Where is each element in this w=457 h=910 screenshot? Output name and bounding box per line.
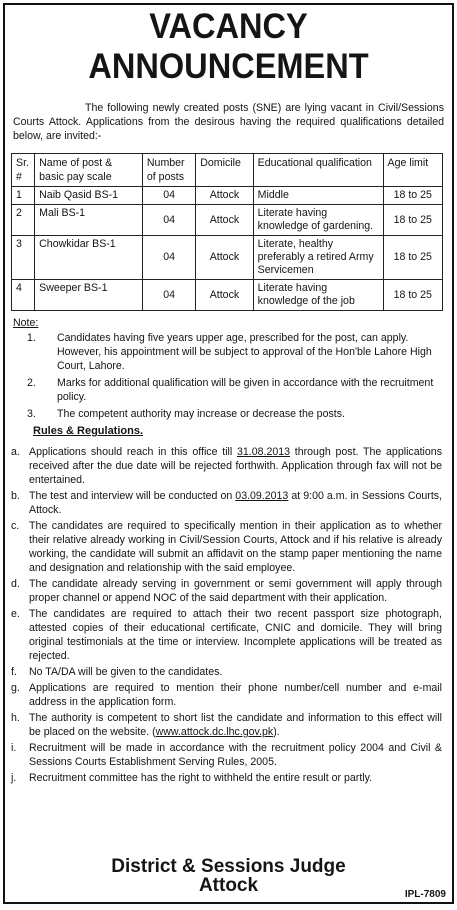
note-number: 1. [27, 332, 36, 344]
rules-list [5, 445, 452, 785]
cell-number: 04 [142, 280, 195, 311]
cell-education: Middle [253, 187, 383, 205]
rule-letter: a. [11, 446, 20, 458]
cell-education: Literate, healthy preferably a retired Army Servicemen [253, 236, 383, 280]
page-title: VACANCY ANNOUNCEMENT [88, 7, 369, 86]
table-header-row [12, 154, 443, 187]
rule-text: The authority is competent to short list the candidate and information to this effect will be placed on the website. ( [29, 712, 442, 738]
header-age: Age limit [383, 154, 442, 187]
cell-age: 18 to 25 [383, 280, 442, 311]
rule-text: through post. The applications received after the due date will be rejected forthwith. Application through fax will not be entertained. [29, 446, 442, 486]
cell-name: Mali BS-1 [35, 205, 143, 236]
header-number: Number of posts [142, 154, 195, 187]
rule-text: The candidate already serving in government or semi government will apply through proper channel or append NOC of the said department with their application. [29, 578, 442, 604]
rule-letter: e. [11, 608, 20, 620]
intro-paragraph: The following newly created posts (SNE) are lying vacant in Civil/Sessions Courts Attock. Applications from the desirous having the required qualifications detailed below, are invited:- [13, 102, 444, 142]
cell-sr: 2 [12, 205, 35, 236]
rule-text: The test and interview will be conducted on [29, 490, 236, 502]
notes-list [5, 331, 452, 421]
rule-text: Applications should reach in this office till [29, 446, 238, 458]
vacancy-table [11, 153, 443, 311]
cell-age: 18 to 25 [383, 205, 442, 236]
rule-text: at 9:00 a.m. in Sessions Courts, Attock. [29, 490, 442, 516]
rule-item-f [5, 665, 452, 679]
table-row [12, 280, 443, 311]
note-text: The competent authority may increase or decrease the posts. [57, 408, 345, 420]
rule-text: Recruitment will be made in accordance with the recruitment policy 2004 and Civil & Sessions Courts Establishment Serving Rules, 2005. [29, 742, 442, 768]
rule-item-g [5, 681, 452, 709]
signature-block [5, 857, 452, 895]
rule-letter: j. [11, 772, 17, 784]
rule-item-a [5, 445, 452, 487]
cell-number: 04 [142, 205, 195, 236]
rule-text: Recruitment committee has the right to withheld the entire result or partly. [29, 772, 373, 784]
rule-text: No TA/DA will be given to the candidates. [29, 666, 223, 678]
table-row [12, 187, 443, 205]
cell-domicile: Attock [196, 236, 253, 280]
rule-text: The candidates are required to attach their two recent passport size photograph, attested copies of their educational certificate, CNIC and domicile. They will bring original testimonials at the time or interview. Incomplete applications will be treated as rejected. [29, 608, 442, 662]
rule-item-j [5, 771, 452, 785]
rule-letter: c. [11, 520, 20, 532]
signature-location: Attock [198, 875, 259, 896]
cell-domicile: Attock [196, 280, 253, 311]
deadline-date: 31.08.2013 [237, 446, 291, 458]
table-row [12, 205, 443, 236]
cell-number: 04 [142, 236, 195, 280]
note-text: Marks for additional qualification will be given in accordance with the recruitment policy. [57, 377, 434, 403]
rule-letter: d. [11, 578, 20, 590]
cell-education: Literate having knowledge of the job [253, 280, 383, 311]
cell-number: 04 [142, 187, 195, 205]
cell-name: Naib Qasid BS-1 [35, 187, 143, 205]
rule-letter: h. [11, 712, 20, 724]
header-sr: Sr. # [12, 154, 35, 187]
cell-sr: 3 [12, 236, 35, 280]
reference-code: IPL-7809 [404, 889, 446, 900]
cell-domicile: Attock [196, 205, 253, 236]
rule-letter: g. [11, 682, 20, 694]
rule-item-b [5, 489, 452, 517]
rule-letter: i. [11, 742, 17, 754]
note-item [5, 376, 452, 404]
cell-name: Sweeper BS-1 [35, 280, 143, 311]
rule-item-e [5, 607, 452, 663]
cell-sr: 1 [12, 187, 35, 205]
test-date: 03.09.2013 [235, 490, 289, 502]
rule-text: Applications are required to mention their phone number/cell number and e-mail address in the application form. [29, 682, 442, 708]
note-text: Candidates having five years upper age, prescribed for the post, can apply. However, his appointment will be subject to approval of the Hon'ble Lahore High Court, Lahore. [57, 332, 432, 372]
cell-sr: 4 [12, 280, 35, 311]
rule-text: The candidates are required to specifically mention in their application as to whether their relative already working in Civil/Session Courts, Attock and if his relative is already working, the candidate will submit an affidavit on the stamp paper mentioning the name and designation and relationship with the said employee. [29, 520, 442, 574]
rule-item-d [5, 577, 452, 605]
note-item [5, 407, 452, 421]
header-education: Educational qualification [253, 154, 383, 187]
cell-domicile: Attock [196, 187, 253, 205]
rule-item-i [5, 741, 452, 769]
cell-education: Literate having knowledge of gardening. [253, 205, 383, 236]
note-number: 3. [27, 408, 36, 420]
table-row [12, 236, 443, 280]
vacancy-announcement-page [3, 3, 454, 904]
header-domicile: Domicile [196, 154, 253, 187]
note-heading: Note: [13, 317, 39, 329]
header-name: Name of post & basic pay scale [35, 154, 143, 187]
rule-item-h [5, 711, 452, 739]
rules-heading: Rules & Regulations. [33, 425, 144, 437]
note-item [5, 331, 452, 373]
note-number: 2. [27, 377, 36, 389]
rule-letter: f. [11, 666, 17, 678]
rule-item-c [5, 519, 452, 575]
cell-age: 18 to 25 [383, 236, 442, 280]
cell-age: 18 to 25 [383, 187, 442, 205]
cell-name: Chowkidar BS-1 [35, 236, 143, 280]
website-link[interactable]: www.attock.dc.lhc.gov.pk [155, 726, 274, 738]
signature-title: District & Sessions Judge [111, 856, 346, 877]
rule-text: ). [273, 726, 280, 738]
rule-letter: b. [11, 490, 20, 502]
